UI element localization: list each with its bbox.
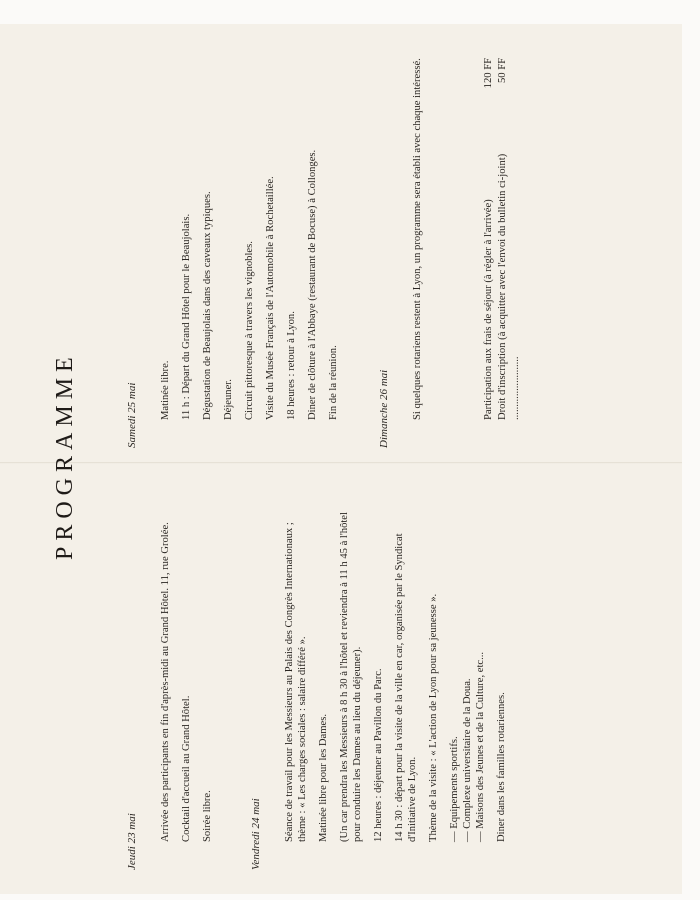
page-title: PROGRAMME	[52, 351, 78, 560]
schedule-item: Arrivée des participants en fin d'après-midi au Grand Hôtel. 11, rue Grolée.	[160, 522, 171, 842]
schedule-item: 18 heures : retour à Lyon.	[286, 311, 297, 420]
visit-list	[448, 510, 487, 842]
day-heading-friday: Vendredi 24 mai	[250, 798, 262, 870]
schedule-item: Séance de travail pour les Messieurs au Palais des Congrès Internationaux ; thème : « Les charges sociales : salaire différé ».	[284, 522, 308, 842]
fee-amount: 120 FF	[483, 58, 494, 89]
fee-label: Participation aux frais de séjour (à régler à l'arrivée)	[483, 199, 494, 420]
schedule-item: Matinée libre.	[160, 360, 171, 420]
fee-row	[482, 58, 496, 420]
schedule-item: Soirée libre.	[202, 790, 213, 842]
schedule-item: Si quelques rotariens restent à Lyon, un programme sera établi avec chaque intéressé.	[412, 58, 423, 420]
schedule-item: Circuit pittoresque à travers les vignobles.	[244, 241, 255, 420]
sunday-items	[411, 58, 523, 448]
day-heading-thursday: Jeudi 23 mai	[126, 813, 138, 870]
friday-items	[283, 510, 508, 870]
left-page-column	[126, 510, 516, 870]
schedule-item-theme: Thème de la visite : « L'action de Lyon pour sa jeunesse ».	[428, 593, 439, 842]
list-item: — Maisons des Jeunes et de la Culture, etc...	[474, 510, 487, 842]
fee-label: Droit d'inscription (à acquitter avec l'envoi du bulletin ci-joint) ........................	[497, 153, 521, 420]
schedule-item: 11 h : Départ du Grand Hôtel pour le Beaujolais.	[181, 213, 192, 420]
schedule-item: Déjeuner.	[223, 379, 234, 420]
list-item: — Equipements sportifs.	[448, 510, 461, 842]
schedule-item: Matinée libre pour les Dames.	[318, 714, 329, 842]
schedule-item: (Un car prendra les Messieurs à 8 h 30 à l'hôtel et reviendra à 11 h 45 à l'hôtel pour conduire les Dames au lieu du déjeuner).	[339, 512, 363, 842]
thursday-items	[159, 510, 214, 870]
schedule-item: 14 h 30 : départ pour la visite de la ville en car, organisée par le Syndicat d'Initiative de Lyon.	[394, 533, 418, 842]
list-item: — Complexe universitaire de la Doua.	[461, 510, 474, 842]
fees-table	[482, 58, 523, 420]
schedule-item: 12 heures : déjeuner au Pavillon du Parc.	[373, 668, 384, 842]
day-heading-saturday: Samedi 25 mai	[126, 382, 138, 448]
day-heading-sunday: Dimanche 26 mai	[378, 369, 390, 448]
schedule-item: Diner dans les familles rotariennes.	[496, 692, 507, 842]
fee-row	[496, 58, 523, 420]
fee-amount: 50 FF	[497, 58, 508, 84]
schedule-item: Visite du Musée Français de l'Automobile à Rochetaillée.	[265, 176, 276, 420]
schedule-item: Dégustation de Beaujolais dans des caveaux typiques.	[202, 191, 213, 420]
schedule-item: Fin de la réunion.	[328, 345, 339, 420]
schedule-item: Diner de clôture à l'Abbaye (restaurant de Bocuse) à Collonges.	[307, 149, 318, 420]
saturday-items	[159, 58, 340, 448]
right-page-column	[126, 58, 523, 448]
schedule-item: Cocktail d'accueil au Grand Hôtel.	[181, 695, 192, 842]
section-spacer	[348, 58, 378, 448]
